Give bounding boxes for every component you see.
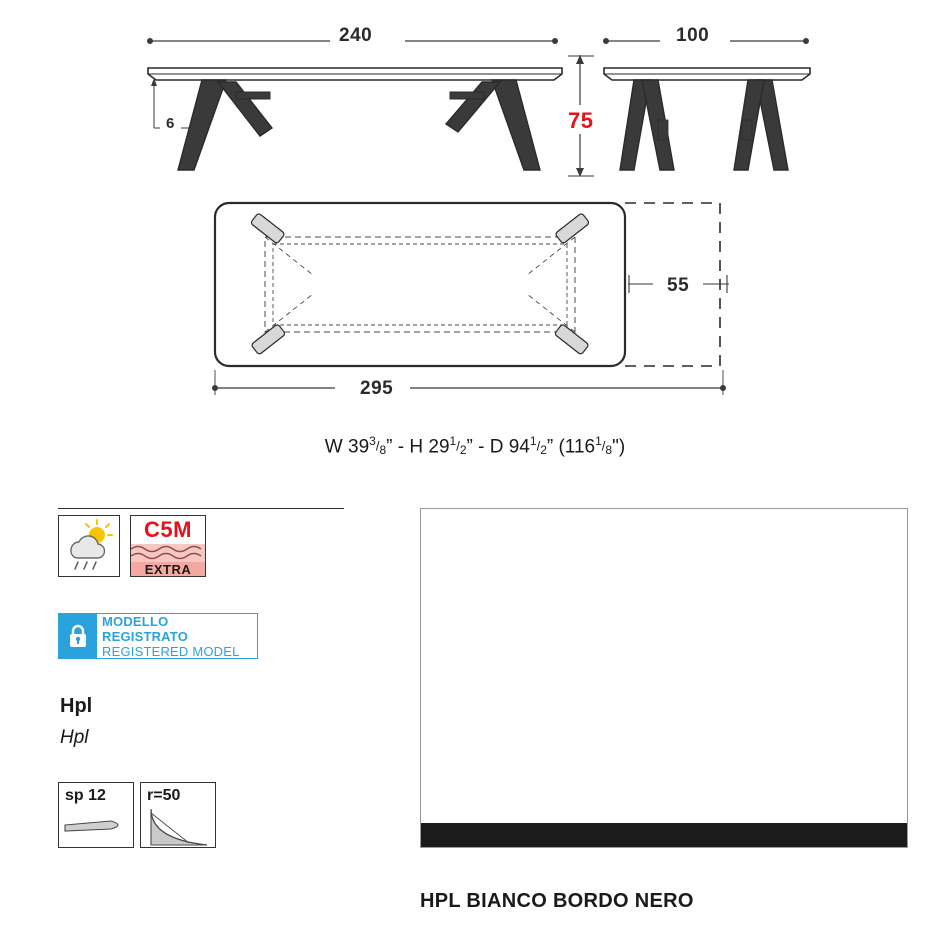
dim-top-thickness: 6 [160,115,181,132]
dim-front-width: 240 [333,25,378,47]
imperial-depth-num: 1 [529,434,537,448]
imperial-height-num: 1 [449,434,457,448]
thickness-badge [58,782,134,848]
edge-profile-icon [59,811,133,845]
material-sample-caption: HPL BIANCO BORDO NERO [420,890,694,912]
dim-plan-depth: 55 [661,275,695,297]
imperial-width-label: W 39 [324,436,370,458]
imperial-depth-label: - D 94 [478,436,530,458]
registered-line-en: REGISTERED MODEL [102,643,240,659]
section-divider [58,508,344,509]
c5m-subtitle: EXTRA [131,562,205,577]
imperial-alt-den: 8 [605,442,613,457]
plan-view-drawing [205,195,735,410]
dim-height: 75 [562,108,599,134]
imperial-width-den: 8 [379,442,387,457]
c5m-waves-icon [131,544,205,562]
imperial-dimensions: W $39^3/_8$” - H $29^1/_2$” - D $94^1/_2$” $(116^1/_8")$ [324,434,626,458]
material-name: Hpl [60,695,93,717]
sun-cloud-rain-icon [59,516,118,575]
imperial-height-label: - H 29 [397,436,450,458]
radius-label: r=50 [147,787,181,804]
corner-radius-icon [141,803,215,847]
imperial-depth-den: 2 [540,442,547,457]
imperial-alt-num: 1 [595,434,602,448]
radius-badge [140,782,216,848]
registered-line-it: MODELLO REGISTRATO [102,613,189,644]
imperial-alt-open: (116 [558,436,596,458]
dim-side-width: 100 [670,25,715,47]
registered-model-text [97,614,257,658]
registered-model-badge [58,613,258,659]
thickness-label: sp 12 [65,787,106,804]
weather-resistance-badge [58,515,120,577]
imperial-height-den: 2 [459,442,467,457]
material-name-italic: Hpl [60,727,89,748]
material-sample [420,508,908,848]
imperial-alt-close: ") [612,436,626,458]
dim-plan-length: 295 [354,378,399,400]
lock-icon [59,614,97,658]
c5m-corrosion-badge [130,515,206,577]
c5m-title: C5M [131,516,205,544]
material-sample-edge [421,823,907,847]
imperial-width-num: 3 [369,434,376,448]
